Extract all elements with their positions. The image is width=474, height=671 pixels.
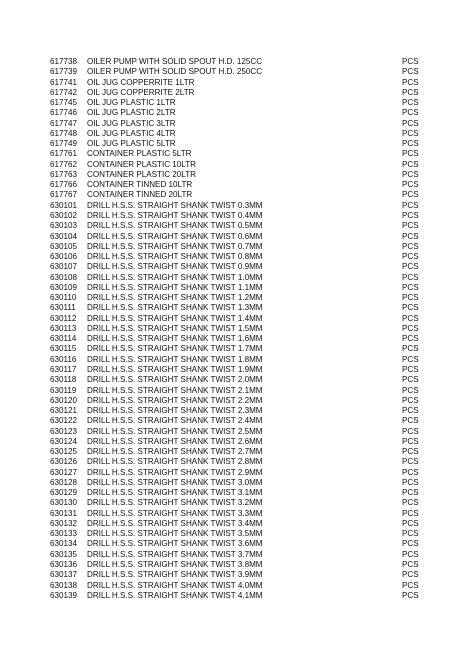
item-description: OIL JUG PLASTIC 2LTR xyxy=(87,108,176,118)
item-code: 630111 xyxy=(50,303,76,313)
item-code: 630125 xyxy=(50,447,78,457)
table-row xyxy=(0,314,474,324)
item-unit: PCS xyxy=(402,467,419,477)
item-unit: PCS xyxy=(402,313,419,323)
item-description: OIL JUG PLASTIC 4LTR xyxy=(87,128,176,138)
item-description: DRILL H.S.S. STRAIGHT SHANK TWIST 0.4MM xyxy=(87,210,263,220)
item-unit: PCS xyxy=(402,67,419,77)
table-row xyxy=(0,488,474,498)
item-code: 630133 xyxy=(50,529,78,539)
item-description: DRILL H.S.S. STRAIGHT SHANK TWIST 0.7MM xyxy=(87,241,263,251)
item-code: 617748 xyxy=(50,128,78,138)
item-description: DRILL H.S.S. STRAIGHT SHANK TWIST 3.0MM xyxy=(87,477,263,487)
table-row xyxy=(0,427,474,437)
item-description: OILER PUMP WITH SOLID SPOUT H.D. 125CC xyxy=(87,57,263,66)
table-row xyxy=(0,324,474,334)
item-code: 630130 xyxy=(50,498,78,508)
item-code: 630122 xyxy=(50,416,78,426)
item-unit: PCS xyxy=(402,570,419,580)
item-code: 630109 xyxy=(50,282,78,292)
item-code: 630132 xyxy=(50,518,78,528)
item-description: DRILL H.S.S. STRAIGHT SHANK TWIST 2.6MM xyxy=(87,436,263,446)
item-description: DRILL H.S.S. STRAIGHT SHANK TWIST 4.1MM xyxy=(87,590,263,600)
item-unit: PCS xyxy=(402,77,419,87)
table-row xyxy=(0,519,474,529)
item-code: 630129 xyxy=(50,488,78,498)
item-code: 630126 xyxy=(50,457,78,467)
item-description: DRILL H.S.S. STRAIGHT SHANK TWIST 0.6MM xyxy=(87,231,263,241)
item-code: 630115 xyxy=(50,344,77,354)
item-unit: PCS xyxy=(402,108,419,118)
item-code: 630106 xyxy=(50,252,78,262)
item-description: OIL JUG PLASTIC 5LTR xyxy=(87,139,176,149)
item-description: DRILL H.S.S. STRAIGHT SHANK TWIST 1.7MM xyxy=(87,344,263,354)
table-row xyxy=(0,170,474,180)
item-code: 630120 xyxy=(50,395,78,405)
item-code: 630103 xyxy=(50,221,78,231)
item-code: 630131 xyxy=(50,508,78,518)
table-row xyxy=(0,570,474,580)
item-unit: PCS xyxy=(402,180,419,190)
item-unit: PCS xyxy=(402,457,419,467)
item-code: 630114 xyxy=(50,334,77,344)
item-description: DRILL H.S.S. STRAIGHT SHANK TWIST 1.4MM xyxy=(87,313,263,323)
table-row xyxy=(0,98,474,108)
table-row xyxy=(0,160,474,170)
item-code: 617763 xyxy=(50,169,78,179)
table-row xyxy=(0,67,474,77)
table-row xyxy=(0,498,474,508)
table-row xyxy=(0,232,474,242)
item-unit: PCS xyxy=(402,262,419,272)
item-unit: PCS xyxy=(402,498,419,508)
item-unit: PCS xyxy=(402,344,419,354)
table-row xyxy=(0,406,474,416)
item-unit: PCS xyxy=(402,252,419,262)
item-description: DRILL H.S.S. STRAIGHT SHANK TWIST 3.5MM xyxy=(87,529,263,539)
item-code: 630127 xyxy=(50,467,78,477)
item-unit: PCS xyxy=(402,560,419,570)
table-row xyxy=(0,57,474,67)
item-code: 630139 xyxy=(50,590,78,600)
table-row xyxy=(0,560,474,570)
item-description: DRILL H.S.S. STRAIGHT SHANK TWIST 1.5MM xyxy=(87,323,263,333)
item-unit: PCS xyxy=(402,416,419,426)
table-row xyxy=(0,416,474,426)
table-row xyxy=(0,591,474,601)
item-description: DRILL H.S.S. STRAIGHT SHANK TWIST 2.0MM xyxy=(87,375,263,385)
item-description: CONTAINER PLASTIC 5LTR xyxy=(87,149,192,159)
table-row xyxy=(0,221,474,231)
item-code: 617746 xyxy=(50,108,78,118)
item-unit: PCS xyxy=(402,549,419,559)
item-code: 630138 xyxy=(50,580,78,590)
item-unit: PCS xyxy=(402,406,419,416)
item-unit: PCS xyxy=(402,200,419,210)
item-code: 630113 xyxy=(50,323,77,333)
item-code: 630136 xyxy=(50,560,78,570)
item-code: 630118 xyxy=(50,375,77,385)
item-description: CONTAINER TINNED 10LTR xyxy=(87,180,193,190)
item-description: DRILL H.S.S. STRAIGHT SHANK TWIST 2.5MM xyxy=(87,426,263,436)
item-code: 630105 xyxy=(50,241,78,251)
item-description: DRILL H.S.S. STRAIGHT SHANK TWIST 4.0MM xyxy=(87,580,263,590)
item-unit: PCS xyxy=(402,375,419,385)
table-row xyxy=(0,180,474,190)
table-row xyxy=(0,365,474,375)
item-description: DRILL H.S.S. STRAIGHT SHANK TWIST 3.9MM xyxy=(87,570,263,580)
table-row xyxy=(0,334,474,344)
item-unit: PCS xyxy=(402,518,419,528)
item-description: DRILL H.S.S. STRAIGHT SHANK TWIST 1.2MM xyxy=(87,293,263,303)
item-description: OIL JUG COPPERRITE 1LTR xyxy=(87,77,195,87)
item-unit: PCS xyxy=(402,221,419,231)
item-description: DRILL H.S.S. STRAIGHT SHANK TWIST 1.6MM xyxy=(87,334,263,344)
item-code: 617762 xyxy=(50,159,78,169)
item-unit: PCS xyxy=(402,385,419,395)
item-unit: PCS xyxy=(402,334,419,344)
item-description: DRILL H.S.S. STRAIGHT SHANK TWIST 1.3MM xyxy=(87,303,263,313)
item-unit: PCS xyxy=(402,231,419,241)
item-unit: PCS xyxy=(402,98,419,108)
item-description: DRILL H.S.S. STRAIGHT SHANK TWIST 2.3MM xyxy=(87,406,263,416)
item-description: CONTAINER TINNED 20LTR xyxy=(87,190,193,200)
item-unit: PCS xyxy=(402,395,419,405)
table-row xyxy=(0,273,474,283)
item-description: OIL JUG COPPERRITE 2LTR xyxy=(87,87,195,97)
item-description: DRILL H.S.S. STRAIGHT SHANK TWIST 0.9MM xyxy=(87,262,263,272)
item-unit: PCS xyxy=(402,169,419,179)
table-row xyxy=(0,252,474,262)
table-row xyxy=(0,201,474,211)
item-code: 630102 xyxy=(50,210,78,220)
item-unit: PCS xyxy=(402,241,419,251)
item-code: 630112 xyxy=(50,313,77,323)
item-unit: PCS xyxy=(402,447,419,457)
item-code: 617747 xyxy=(50,118,78,128)
product-list xyxy=(0,57,474,601)
table-row xyxy=(0,344,474,354)
item-code: 617745 xyxy=(50,98,78,108)
item-description: DRILL H.S.S. STRAIGHT SHANK TWIST 1.8MM xyxy=(87,354,263,364)
item-description: OILER PUMP WITH SOLID SPOUT H.D. 250CC xyxy=(87,67,263,77)
item-code: 630135 xyxy=(50,549,78,559)
item-description: DRILL H.S.S. STRAIGHT SHANK TWIST 3.1MM xyxy=(87,488,263,498)
item-description: DRILL H.S.S. STRAIGHT SHANK TWIST 2.8MM xyxy=(87,457,263,467)
table-row xyxy=(0,468,474,478)
item-unit: PCS xyxy=(402,57,419,66)
item-description: DRILL H.S.S. STRAIGHT SHANK TWIST 3.6MM xyxy=(87,539,263,549)
item-code: 630124 xyxy=(50,436,78,446)
table-row xyxy=(0,88,474,98)
item-code: 630137 xyxy=(50,570,78,580)
table-row xyxy=(0,139,474,149)
item-unit: PCS xyxy=(402,529,419,539)
item-unit: PCS xyxy=(402,118,419,128)
item-unit: PCS xyxy=(402,159,419,169)
item-description: DRILL H.S.S. STRAIGHT SHANK TWIST 3.2MM xyxy=(87,498,263,508)
table-row xyxy=(0,529,474,539)
item-description: DRILL H.S.S. STRAIGHT SHANK TWIST 3.3MM xyxy=(87,508,263,518)
item-unit: PCS xyxy=(402,436,419,446)
item-description: DRILL H.S.S. STRAIGHT SHANK TWIST 2.9MM xyxy=(87,467,263,477)
table-row xyxy=(0,283,474,293)
item-code: 630134 xyxy=(50,539,78,549)
item-unit: PCS xyxy=(402,426,419,436)
item-code: 630119 xyxy=(50,385,77,395)
item-code: 617739 xyxy=(50,67,78,77)
item-description: DRILL H.S.S. STRAIGHT SHANK TWIST 1.1MM xyxy=(87,282,263,292)
table-row xyxy=(0,396,474,406)
table-row xyxy=(0,262,474,272)
table-row xyxy=(0,478,474,488)
item-code: 630104 xyxy=(50,231,78,241)
item-unit: PCS xyxy=(402,272,419,282)
item-unit: PCS xyxy=(402,539,419,549)
item-description: DRILL H.S.S. STRAIGHT SHANK TWIST 2.4MM xyxy=(87,416,263,426)
item-code: 617742 xyxy=(50,87,78,97)
item-description: DRILL H.S.S. STRAIGHT SHANK TWIST 3.8MM xyxy=(87,560,263,570)
table-row xyxy=(0,386,474,396)
table-row xyxy=(0,293,474,303)
item-code: 617761 xyxy=(50,149,78,159)
item-description: DRILL H.S.S. STRAIGHT SHANK TWIST 3.4MM xyxy=(87,518,263,528)
table-row xyxy=(0,509,474,519)
item-unit: PCS xyxy=(402,580,419,590)
table-row xyxy=(0,437,474,447)
item-description: DRILL H.S.S. STRAIGHT SHANK TWIST 3.7MM xyxy=(87,549,263,559)
item-code: 617749 xyxy=(50,139,78,149)
item-unit: PCS xyxy=(402,293,419,303)
item-code: 617738 xyxy=(50,57,78,66)
item-unit: PCS xyxy=(402,488,419,498)
item-unit: PCS xyxy=(402,477,419,487)
item-unit: PCS xyxy=(402,508,419,518)
item-unit: PCS xyxy=(402,210,419,220)
item-unit: PCS xyxy=(402,190,419,200)
item-description: CONTAINER PLASTIC 10LTR xyxy=(87,159,196,169)
table-row xyxy=(0,550,474,560)
table-row xyxy=(0,119,474,129)
table-row xyxy=(0,108,474,118)
item-description: OIL JUG PLASTIC 1LTR xyxy=(87,98,176,108)
item-description: DRILL H.S.S. STRAIGHT SHANK TWIST 0.3MM xyxy=(87,200,263,210)
table-row xyxy=(0,355,474,365)
item-description: DRILL H.S.S. STRAIGHT SHANK TWIST 0.8MM xyxy=(87,252,263,262)
table-row xyxy=(0,375,474,385)
item-description: DRILL H.S.S. STRAIGHT SHANK TWIST 0.5MM xyxy=(87,221,263,231)
item-description: CONTAINER PLASTIC 20LTR xyxy=(87,169,196,179)
item-code: 630117 xyxy=(50,364,77,374)
item-unit: PCS xyxy=(402,364,419,374)
item-description: DRILL H.S.S. STRAIGHT SHANK TWIST 2.7MM xyxy=(87,447,263,457)
table-row xyxy=(0,190,474,200)
item-unit: PCS xyxy=(402,282,419,292)
table-row xyxy=(0,303,474,313)
item-code: 617741 xyxy=(50,77,78,87)
item-code: 630101 xyxy=(50,200,78,210)
item-description: DRILL H.S.S. STRAIGHT SHANK TWIST 1.9MM xyxy=(87,364,263,374)
item-unit: PCS xyxy=(402,590,419,600)
table-row xyxy=(0,457,474,467)
table-row xyxy=(0,539,474,549)
table-row xyxy=(0,78,474,88)
table-row xyxy=(0,447,474,457)
item-unit: PCS xyxy=(402,303,419,313)
item-description: OIL JUG PLASTIC 3LTR xyxy=(87,118,176,128)
table-row xyxy=(0,242,474,252)
table-row xyxy=(0,129,474,139)
item-description: DRILL H.S.S. STRAIGHT SHANK TWIST 1.0MM xyxy=(87,272,263,282)
item-description: DRILL H.S.S. STRAIGHT SHANK TWIST 2.2MM xyxy=(87,395,263,405)
table-row xyxy=(0,149,474,159)
item-unit: PCS xyxy=(402,323,419,333)
item-unit: PCS xyxy=(402,149,419,159)
item-code: 617766 xyxy=(50,180,78,190)
item-unit: PCS xyxy=(402,139,419,149)
item-code: 617767 xyxy=(50,190,78,200)
item-unit: PCS xyxy=(402,87,419,97)
item-code: 630128 xyxy=(50,477,78,487)
item-unit: PCS xyxy=(402,354,419,364)
table-row xyxy=(0,581,474,591)
item-code: 630110 xyxy=(50,293,77,303)
item-code: 630123 xyxy=(50,426,78,436)
item-code: 630107 xyxy=(50,262,78,272)
item-unit: PCS xyxy=(402,128,419,138)
table-row xyxy=(0,211,474,221)
item-code: 630108 xyxy=(50,272,78,282)
item-code: 630116 xyxy=(50,354,77,364)
item-description: DRILL H.S.S. STRAIGHT SHANK TWIST 2.1MM xyxy=(87,385,263,395)
item-code: 630121 xyxy=(50,406,78,416)
